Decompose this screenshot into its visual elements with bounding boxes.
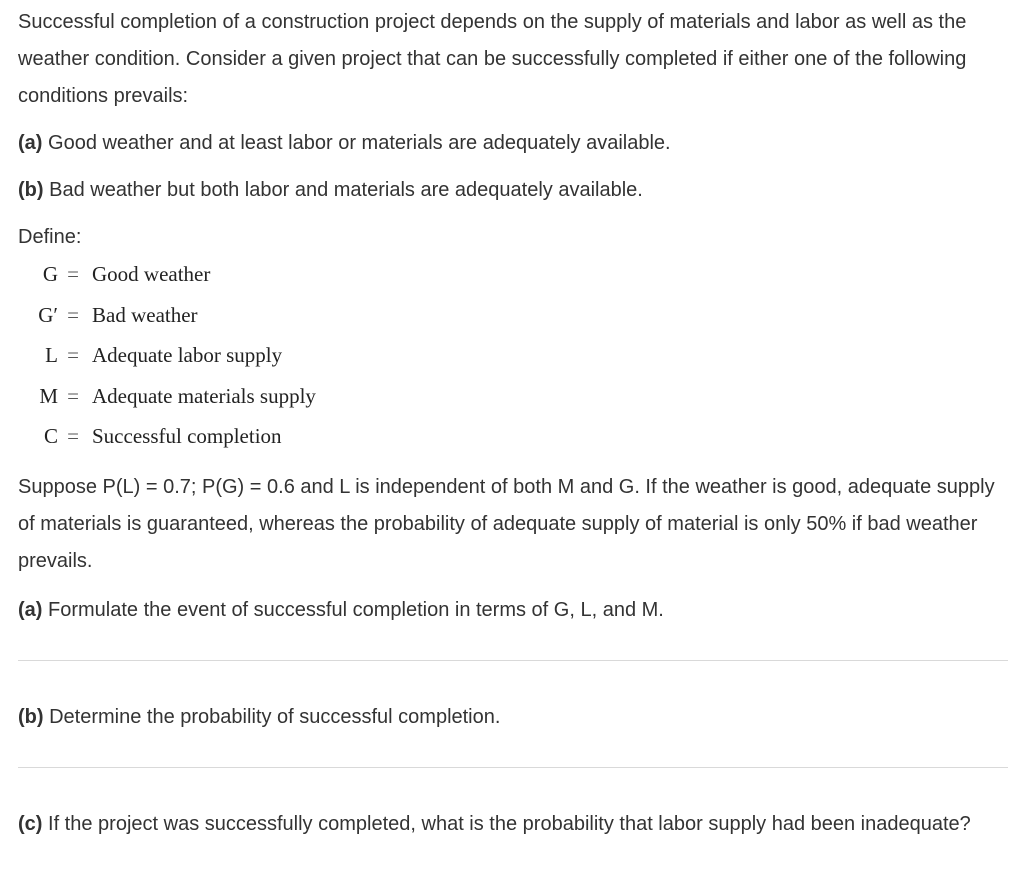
question-c-text: If the project was successfully completed, what is the probability that labor supply had been inadequate? (42, 812, 971, 835)
condition-a-text: Good weather and at least labor or materials are adequately available. (42, 132, 671, 154)
definition-symbol: G′ (38, 302, 58, 327)
question-c-label: (c) (18, 812, 43, 835)
condition-b-label: (b) (18, 179, 44, 201)
definition-symbol: G (42, 262, 58, 286)
condition-a (18, 125, 1008, 162)
divider (18, 660, 1008, 661)
question-b-text: Determine the probability of successful completion. (43, 705, 501, 728)
suppose-paragraph: Suppose P(L) = 0.7; P(G) = 0.6 and L is independent of both M and G. If the weather is good, adequate supply of materials is guaranteed, whereas the probability of adequate supply of material is only 50% if bad weather prevails. (18, 475, 995, 572)
divider (18, 767, 1008, 768)
question-a-label: (a) (18, 598, 43, 621)
definition-equals: = (67, 262, 79, 286)
define-label: Define: (18, 226, 82, 248)
definition-symbol: L (45, 343, 58, 367)
definition-meaning: Adequate labor supply (92, 343, 283, 367)
definition-meaning: Bad weather (92, 302, 198, 327)
definition-meaning: Successful completion (92, 424, 282, 448)
definition-row (26, 384, 1008, 425)
question-a (18, 592, 1008, 629)
definition-meaning: Good weather (92, 262, 211, 286)
definition-symbol: M (39, 383, 58, 408)
definition-symbol: C (43, 424, 58, 448)
definition-meaning: Adequate materials supply (92, 383, 316, 408)
definition-equals: = (67, 383, 79, 408)
condition-b-text: Bad weather but both labor and materials are adequately available. (43, 179, 643, 201)
definition-equals: = (67, 302, 79, 327)
definition-row (26, 343, 1008, 384)
definition-row (26, 262, 1008, 303)
question-b-label: (b) (18, 705, 44, 728)
definition-row (26, 303, 1008, 344)
definition-equals: = (67, 343, 79, 367)
definition-equals: = (67, 424, 79, 448)
question-a-text: Formulate the event of successful completion in terms of G, L, and M. (42, 598, 664, 621)
definitions-list (26, 262, 1008, 465)
problem-content (18, 0, 1008, 843)
question-b (18, 699, 1008, 736)
intro-paragraph: Successful completion of a construction project depends on the supply of materials and labor as well as the weather condition. Consider a given project that can be successfully completed if either one of the following conditions prevails: (18, 11, 967, 107)
definition-row (26, 424, 1008, 465)
condition-a-label: (a) (18, 132, 43, 154)
condition-b (18, 172, 1008, 209)
question-c (18, 806, 1008, 843)
